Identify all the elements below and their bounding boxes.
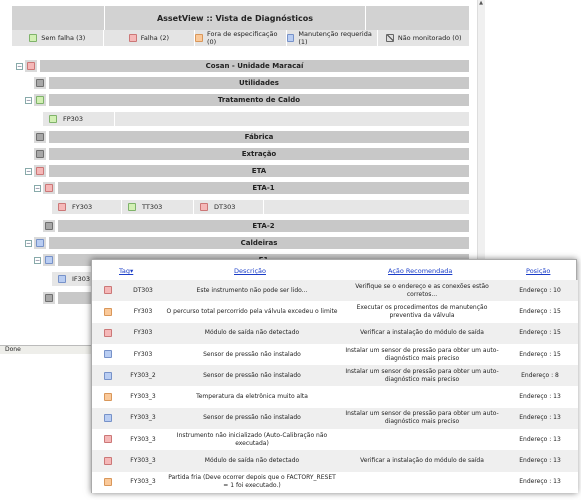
position-cell: Endereço : 15 <box>502 344 578 365</box>
table-row[interactable] <box>92 429 578 450</box>
gray-status-icon <box>45 294 53 302</box>
collapse-icon[interactable]: − <box>35 257 41 264</box>
red-status-icon <box>58 203 66 211</box>
red-status-icon <box>45 184 53 192</box>
action-cell: Verificar a instalação do módulo de saída <box>342 323 502 344</box>
orange-status-icon <box>104 393 112 401</box>
status-box <box>25 60 37 72</box>
status-box <box>43 220 55 232</box>
tag-cell: FY303_2 <box>124 365 162 386</box>
legend-item-not-monitored[interactable] <box>378 30 469 46</box>
column-header-action[interactable]: Ação Recomendada <box>388 267 453 275</box>
table-row[interactable] <box>92 280 578 301</box>
legend-label: Manutenção requerida (1) <box>298 30 372 46</box>
status-box <box>43 182 55 194</box>
gray-status-icon <box>36 133 44 141</box>
description-cell: O percurso total percorrido pela válvula excedeu o limite <box>162 301 342 322</box>
gray-status-icon <box>36 79 44 87</box>
collapse-icon[interactable]: − <box>26 240 32 247</box>
green-status-icon <box>49 115 57 123</box>
status-bar: Done <box>0 345 100 354</box>
device-tt303[interactable] <box>122 200 194 214</box>
tree-node-extracao[interactable]: Extração <box>49 148 469 160</box>
blue-status-icon <box>104 414 112 422</box>
description-cell: Sensor de pressão não instalado <box>162 408 342 429</box>
status-box <box>34 237 46 249</box>
table-row[interactable] <box>92 386 578 407</box>
table-row[interactable] <box>92 472 578 493</box>
tag-cell: FY303_3 <box>124 429 162 450</box>
action-cell: Instalar um sensor de pressão para obter um auto-diagnóstico mais preciso <box>342 408 502 429</box>
status-cell <box>92 365 124 386</box>
legend-item-no-fault[interactable] <box>12 30 104 46</box>
blue-status-icon <box>104 372 112 380</box>
collapse-icon[interactable]: − <box>17 63 23 70</box>
legend-item-out-of-spec[interactable] <box>195 30 287 46</box>
status-cell <box>92 344 124 365</box>
action-cell: Instalar um sensor de pressão para obter um auto-diagnóstico mais preciso <box>342 344 502 365</box>
collapse-icon[interactable]: − <box>35 185 41 192</box>
action-cell: Verificar a instalação do módulo de saída <box>342 450 502 471</box>
status-cell <box>92 472 124 493</box>
position-cell: Endereço : 13 <box>502 450 578 471</box>
collapse-icon[interactable]: − <box>26 168 32 175</box>
diagnostics-popup <box>91 259 577 493</box>
legend-label: Fora de especificação (0) <box>206 30 278 46</box>
red-status-icon <box>129 34 137 42</box>
description-cell: Módulo de saída não detectado <box>162 323 342 344</box>
table-row[interactable] <box>92 344 578 365</box>
orange-status-icon <box>195 34 203 42</box>
tag-cell: FY303_3 <box>124 386 162 407</box>
legend-label: Não monitorado (0) <box>397 34 462 42</box>
blue-status-icon <box>58 275 66 283</box>
red-status-icon <box>27 62 35 70</box>
description-cell: Instrumento não inicializado (Auto-Calibração não executada) <box>162 429 342 450</box>
red-status-icon <box>200 203 208 211</box>
status-box <box>34 165 46 177</box>
action-cell: Verifique se o endereço e as conexões estão corretos... <box>342 280 502 301</box>
status-box <box>34 148 46 160</box>
tag-cell: FY303 <box>124 323 162 344</box>
tree-node-root[interactable]: Cosan - Unidade Maracaí <box>40 60 469 72</box>
alerts-table <box>92 280 578 493</box>
legend-label: Falha (2) <box>140 34 170 42</box>
list-item <box>43 112 469 126</box>
position-cell: Endereço : 15 <box>502 323 578 344</box>
table-row[interactable] <box>92 301 578 322</box>
tag-cell: FY303_3 <box>124 450 162 471</box>
tag-cell: FY303_3 <box>124 472 162 493</box>
tree-node-eta[interactable]: ETA <box>49 165 469 177</box>
orange-status-icon <box>104 478 112 486</box>
action-cell <box>342 472 502 493</box>
orange-status-icon <box>104 308 112 316</box>
gray-status-icon <box>36 150 44 158</box>
status-cell <box>92 429 124 450</box>
legend-item-maintenance[interactable] <box>287 30 379 46</box>
scroll-up-icon[interactable]: ▲ <box>479 0 483 6</box>
column-header-position[interactable]: Posição <box>526 267 551 275</box>
column-header-label: Tag <box>119 267 131 275</box>
status-cell <box>92 301 124 322</box>
not-monitored-icon <box>386 34 394 42</box>
device-label: DT303 <box>214 203 236 211</box>
tree-node-caldeiras[interactable]: Caldeiras <box>49 237 469 249</box>
device-fy303[interactable] <box>52 200 122 214</box>
device-label: IF303 <box>72 275 91 283</box>
red-status-icon <box>36 167 44 175</box>
blue-status-icon <box>45 256 53 264</box>
table-row[interactable] <box>92 450 578 471</box>
tree-node-tratamento[interactable]: Tratamento de Caldo <box>49 94 469 106</box>
description-cell: Partida fria (Deve ocorrer depois que o FACTORY_RESET = 1 foi executado.) <box>162 472 342 493</box>
list-item <box>52 200 469 214</box>
tree-node-utilidades[interactable]: Utilidades <box>49 77 469 89</box>
action-cell <box>342 429 502 450</box>
red-status-icon <box>104 286 112 294</box>
status-box <box>34 77 46 89</box>
gray-status-icon <box>45 222 53 230</box>
status-cell <box>92 323 124 344</box>
position-cell: Endereço : 15 <box>502 301 578 322</box>
status-box <box>34 94 46 106</box>
description-cell: Este instrumento não pode ser lido... <box>162 280 342 301</box>
table-row[interactable] <box>92 408 578 429</box>
position-cell: Endereço : 13 <box>502 386 578 407</box>
green-status-icon <box>36 96 44 104</box>
position-cell: Endereço : 13 <box>502 429 578 450</box>
tag-cell: FY303 <box>124 301 162 322</box>
table-row[interactable] <box>92 365 578 386</box>
position-cell: Endereço : 10 <box>502 280 578 301</box>
blue-status-icon <box>36 239 44 247</box>
legend-item-fault[interactable] <box>104 30 196 46</box>
red-status-icon <box>104 457 112 465</box>
device-label: FP303 <box>63 115 84 123</box>
device-dt303[interactable] <box>194 200 264 214</box>
position-cell: Endereço : 13 <box>502 472 578 493</box>
tree-node-fabrica[interactable]: Fábrica <box>49 131 469 143</box>
status-cell <box>92 450 124 471</box>
action-cell: Executar os procedimentos de manutenção preventiva da válvula <box>342 301 502 322</box>
column-header-tag[interactable] <box>119 267 133 275</box>
red-status-icon <box>104 435 112 443</box>
tag-cell: FY303_3 <box>124 408 162 429</box>
column-header-description[interactable]: Descrição <box>234 267 266 275</box>
description-cell: Sensor de pressão não instalado <box>162 365 342 386</box>
status-cell <box>92 280 124 301</box>
page-title: AssetView :: Vista de Diagnósticos <box>104 6 366 32</box>
tag-cell: FY303 <box>124 344 162 365</box>
position-cell: Endereço : 8 <box>502 365 578 386</box>
position-cell: Endereço : 13 <box>502 408 578 429</box>
device-fp303[interactable] <box>43 112 115 126</box>
description-cell: Módulo de saída não detectado <box>162 450 342 471</box>
collapse-icon[interactable]: − <box>26 97 32 104</box>
action-cell <box>342 386 502 407</box>
status-box <box>43 292 55 304</box>
device-label: TT303 <box>142 203 163 211</box>
status-cell <box>92 386 124 407</box>
status-box <box>34 131 46 143</box>
green-status-icon <box>128 203 136 211</box>
tree-node-eta2[interactable]: ETA-2 <box>58 220 469 232</box>
blue-status-icon <box>104 350 112 358</box>
red-status-icon <box>104 329 112 337</box>
description-cell: Temperatura da eletrônica muito alta <box>162 386 342 407</box>
legend <box>12 30 469 46</box>
green-status-icon <box>29 34 37 42</box>
sort-icon: ▾ <box>130 267 134 275</box>
tree-node-eta1[interactable]: ETA-1 <box>58 182 469 194</box>
action-cell: Instalar um sensor de pressão para obter um auto-diagnóstico mais preciso <box>342 365 502 386</box>
blue-status-icon <box>287 34 295 42</box>
device-label: FY303 <box>72 203 93 211</box>
table-row[interactable] <box>92 323 578 344</box>
status-cell <box>92 408 124 429</box>
table-header <box>92 260 578 280</box>
tag-cell: DT303 <box>124 280 162 301</box>
description-cell: Sensor de pressão não instalado <box>162 344 342 365</box>
status-box <box>43 254 55 266</box>
legend-label: Sem falha (3) <box>41 34 86 42</box>
